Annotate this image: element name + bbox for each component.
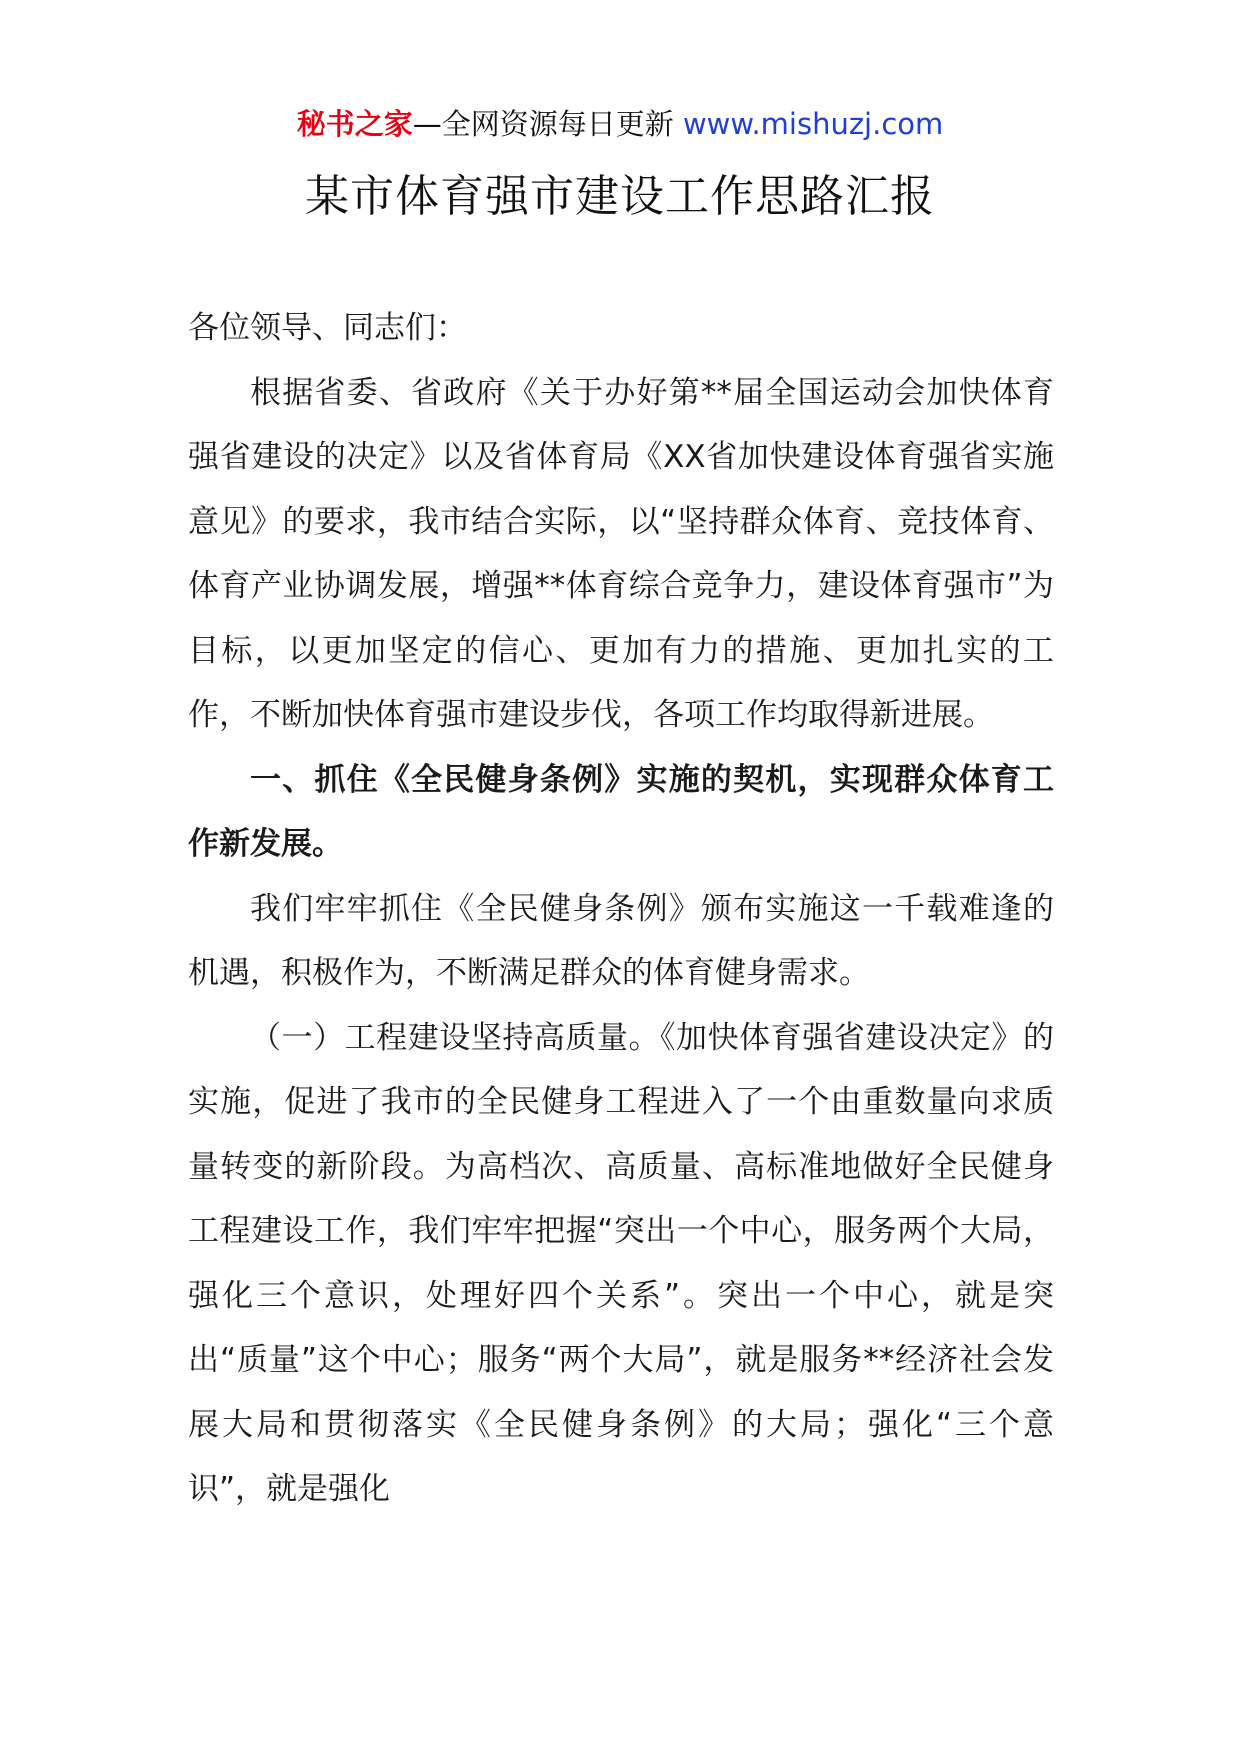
intro-paragraph: 根据省委、省政府《关于办好第**届全国运动会加快体育强省建设的决定》以及省体育局《XX省加快建设体育强省实施意见》的要求，我市结合实际，以“坚持群众体育、竞技体育、体育产业协调发展，增强**体育综合竞争力，建设体育强市”为目标，以更加坚定的信心、更加有力的措施、更加扎实的工作，不断加快体育强市建设步伐，各项工作均取得新进展。 xyxy=(188,374,1054,733)
document-body xyxy=(188,296,1054,1522)
section-heading-1: 一、抓住《全民健身条例》实施的契机，实现群众体育工作新发展。 xyxy=(188,761,1054,862)
salutation: 各位领导、同志们： xyxy=(188,310,467,346)
brand-name: 秘书之家 xyxy=(296,107,413,141)
document-title: 某市体育强市建设工作思路汇报 xyxy=(305,171,935,222)
subsection-1-paragraph: （一）工程建设坚持高质量。《加快体育强省建设决定》的实施，促进了我市的全民健身工程进入了一个由重数量向求质量转变的新阶段。为高档次、高质量、高标准地做好全民健身工程建设工作，我们牢牢把握“突出一个中心，服务两个大局，强化三个意识，处理好四个关系”。突出一个中心，就是突出“质量”这个中心；服务“两个大局”，就是服务**经济社会发展大局和贯彻落实《全民健身条例》的大局；强化“三个意识”，就是强化 xyxy=(188,1019,1054,1507)
header-banner xyxy=(0,104,1240,144)
site-url-link[interactable]: www.mishuzj.com xyxy=(682,107,944,141)
section-1-paragraph: 我们牢牢抓住《全民健身条例》颁布实施这一千载难逢的机遇，积极作为，不断满足群众的体育健身需求。 xyxy=(188,890,1054,991)
header-tagline: —全网资源每日更新 xyxy=(412,107,674,141)
